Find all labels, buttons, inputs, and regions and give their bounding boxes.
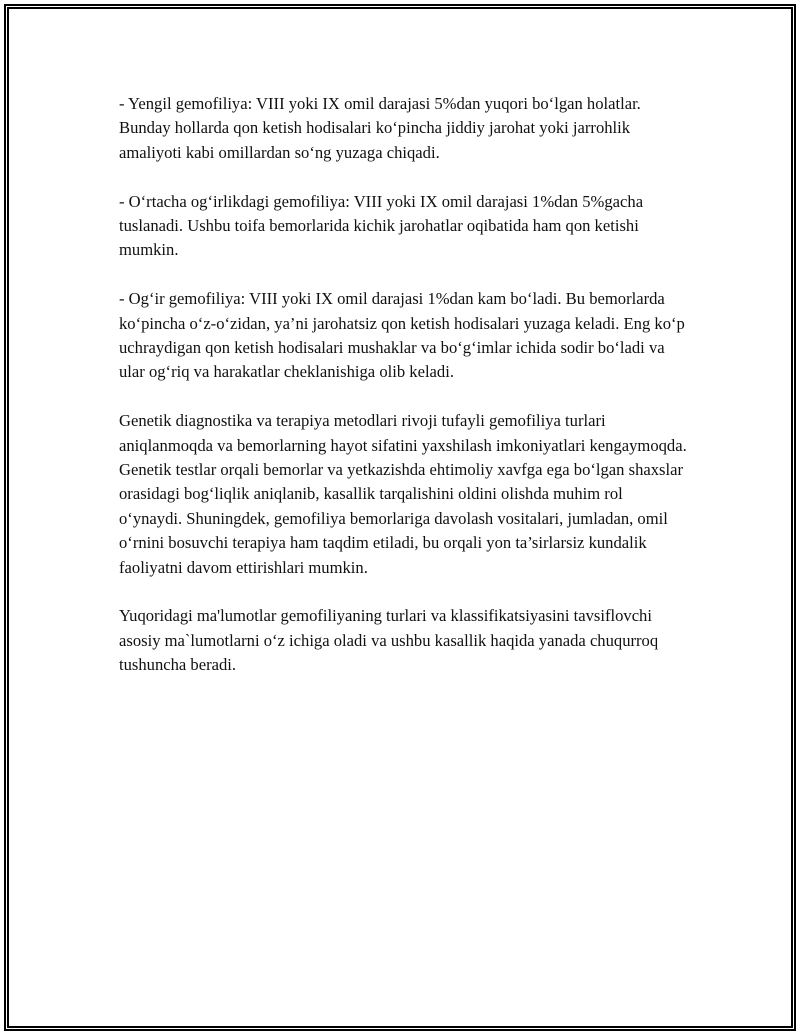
paragraph-moderate-hemophilia: - O‘rtacha og‘irlikdagi gemofiliya: VIII yoki IX omil darajasi 1%dan 5%gacha tuslanadi. Ushbu toifa bemorlarida kichik jarohatlar oqibatida ham qon ketishi mumkin. — [119, 191, 644, 260]
paragraph-severe-hemophilia: - Og‘ir gemofiliya: VIII yoki IX omil darajasi 1%dan kam bo‘ladi. Bu bemorlarda ko‘pincha o‘z-o‘zidan, ya’ni jarohatsiz qon ketish hodisalari yuzaga keladi. Eng ko‘p uchraydigan qon ketish hodisalari mushaklar va bo‘g‘imlar ichida sodir bo‘ladi va ular og‘riq va harakatlar cheklanishiga olib keladi. — [119, 289, 685, 382]
paragraph-mild-hemophilia: - Yengil gemofiliya: VIII yoki IX omil darajasi 5%dan yuqori bo‘lgan holatlar. Bunday hollarda qon ketish hodisalari ko‘pincha jiddiy jarohat yoki jarrohlik amaliyoti kabi omillardan so‘ng yuzaga chiqadi. — [119, 94, 641, 162]
paragraph-summary: Yuqoridagi ma'lumotlar gemofiliyaning turlari va klassifikatsiyasini tavsiflovchi asosiy ma`lumotlarni o‘z ichiga oladi va ushbu kasallik haqida yanada chuqurroq tushuncha beradi. — [119, 606, 659, 675]
paragraph-genetic-diagnostics: Genetik diagnostika va terapiya metodlari rivoji tufayli gemofiliya turlari aniqlanmoqda va bemorlarning hayot sifatini yaxshilash imkoniyatlari kengaymoqda. Genetik testlar orqali bemorlar va yetkazishda ehtimoliy xavfga ega bo‘lgan shaxslar orasidagi bog‘liqlik aniqlanib, kasallik tarqalishini oldini olishda muhim rol o‘ynaydi. Shuningdek, gemofiliya bemorlariga davolash vositalari, jumladan, omil o‘rnini bosuvchi terapiya ham taqdim etiladi, bu orqali yon ta’sirlarsiz kundalik faoliyatni davom ettirishlari mumkin. — [119, 411, 687, 577]
document-body — [119, 92, 689, 702]
